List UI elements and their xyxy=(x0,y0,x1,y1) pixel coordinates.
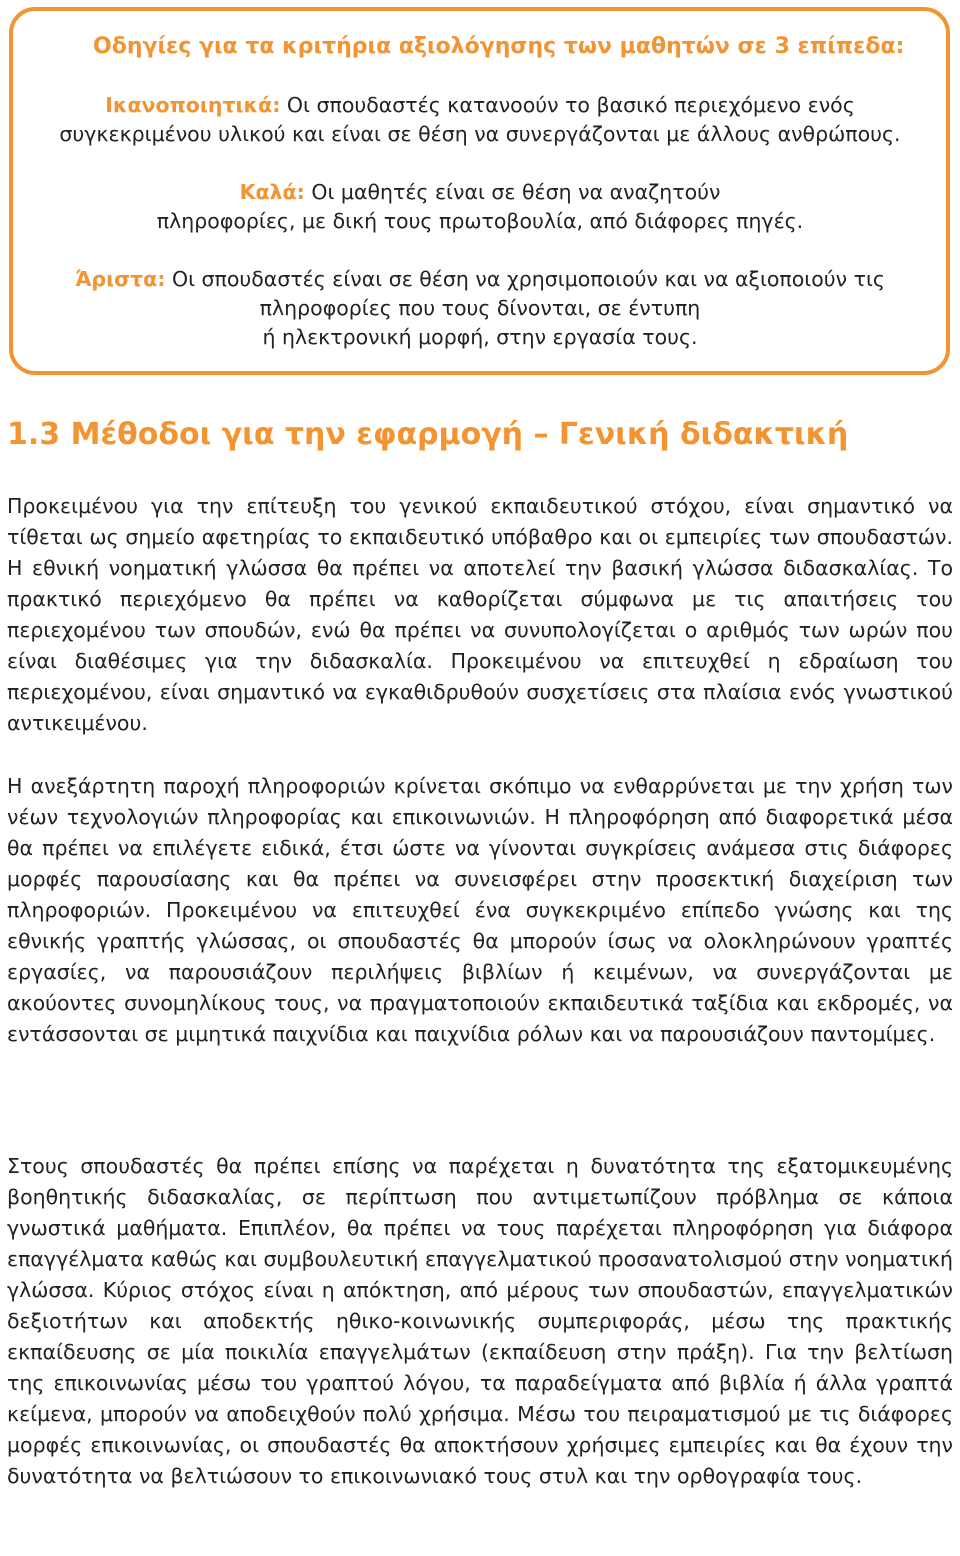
criterion-text: συγκεκριμένου υλικού και είναι σε θέση να συνεργάζονται με άλλους ανθρώπους. xyxy=(59,122,901,146)
criterion-good xyxy=(0,178,960,236)
criterion-text: ή ηλεκτρονική μορφή, στην εργασία τους. xyxy=(262,325,698,349)
section-heading: 1.3 Μέθοδοι για την εφαρμογή – Γενική διδακτική xyxy=(7,417,849,452)
criterion-text: πληροφορίες που τους δίνονται, σε έντυπη xyxy=(259,296,701,320)
criterion-excellent xyxy=(0,265,960,352)
criterion-satisfactory xyxy=(0,91,960,149)
criterion-text: Οι σπουδαστές κατανοούν το βασικό περιεχόμενο ενός xyxy=(286,93,855,117)
criterion-text: Οι σπουδαστές είναι σε θέση να χρησιμοποιούν και να αξιοποιούν τις xyxy=(171,267,885,291)
body-paragraph: Στους σπουδαστές θα πρέπει επίσης να παρέχεται η δυνατότητα της εξατομικευμένης βοηθητικής διδασκαλίας, σε περίπτωση που αντιμετωπίζουν πρόβλημα σε κάποια γνωστικά μαθήματα. Επιπλέον, θα πρέπει να τους παρέχεται πληροφόρηση για διάφορα επαγγέλματα καθώς και συμβουλευτική επαγγελματικού προσανατολισμού στην νοηματική γλώσσα. Κύριος στόχος είναι η απόκτηση, από μέρους των σπουδαστών, επαγγελματικών δεξιοτήτων και αποδεκτής ηθικο-κοινωνικής συμπεριφοράς, μέσω της πρακτικής εκπαίδευσης σε μία ποικιλία επαγγελμάτων (εκπαίδευση στην πράξη). Για την βελτίωση της επικοινωνίας μέσω του γραπτού λόγου, τα παραδείγματα από βιβλία ή άλλα γραπτά κείμενα, μπορούν να αποδειχθούν πολύ χρήσιμα. Μέσω του πειραματισμού με τις διάφορες μορφές επικοινωνίας, οι σπουδαστές θα αποκτήσουν χρήσιμες εμπειρίες και θα έχουν την δυνατότητα να βελτιώσουν το επικοινωνιακό τους στυλ και την ορθογραφία τους. xyxy=(7,1154,953,1488)
body-paragraph: Η ανεξάρτητη παροχή πληροφοριών κρίνεται σκόπιμο να ενθαρρύνεται με την χρήση των νέων τεχνολογιών πληροφορίας και επικοινωνιών. Η πληροφόρηση από διαφορετικά μέσα θα πρέπει να επιλέγετε ειδικά, έτσι ώστε να γίνονται συγκρίσεις ανάμεσα στις διάφορες μορφές παρουσίασης και θα πρέπει να συνεισφέρει στην προσεκτική διαχείριση των πληροφοριών. Προκειμένου να επιτευχθεί ένα συγκεκριμένο επίπεδο γνώσης και της εθνικής γραπτής γλώσσας, οι σπουδαστές θα μπορούν ίσως να ολοκληρώνουν γραπτές εργασίες, να παρουσιάζουν περιλήψεις βιβλίων ή κειμένων, να συνεργάζονται με ακούοντες συνομηλίκους τους, να πραγματοποιούν εκπαιδευτικά ταξίδια και εκδρομές, να εντάσσονται σε μιμητικά παιχνίδια και παιχνίδια ρόλων και να παρουσιάζουν παντομίμες. xyxy=(7,774,953,1046)
criterion-label: Άριστα: xyxy=(75,267,166,291)
criteria-title: Οδηγίες για τα κριτήρια αξιολόγησης των μαθητών σε 3 επίπεδα: xyxy=(93,34,905,59)
criterion-label: Ικανοποιητικά: xyxy=(105,93,281,117)
criterion-label: Καλά: xyxy=(239,180,305,204)
body-paragraph: Προκειμένου για την επίτευξη του γενικού εκπαιδευτικού στόχου, είναι σημαντικό να τίθεται ως σημείο αφετηρίας το εκπαιδευτικό υπόβαθρο και οι εμπειρίες των σπουδαστών. Η εθνική νοηματική γλώσσα θα πρέπει να αποτελεί την βασική γλώσσα διδασκαλίας. Το πρακτικό περιεχόμενο θα πρέπει να καθορίζεται σύμφωνα με τις απαιτήσεις του περιεχομένου των σπουδών, ενώ θα πρέπει να συνυπολογίζεται ο αριθμός των ωρών που είναι διαθέσιμες για την διδασκαλία. Προκειμένου να επιτευχθεί η εδραίωση του περιεχομένου, είναι σημαντικό να εγκαθιδρυθούν συσχετίσεις στα πλαίσια ενός γνωστικού αντικειμένου. xyxy=(7,494,953,735)
criterion-text: Οι μαθητές είναι σε θέση να αναζητούν xyxy=(311,180,721,204)
criterion-text: πληροφορίες, με δική τους πρωτοβουλία, από διάφορες πηγές. xyxy=(156,209,804,233)
